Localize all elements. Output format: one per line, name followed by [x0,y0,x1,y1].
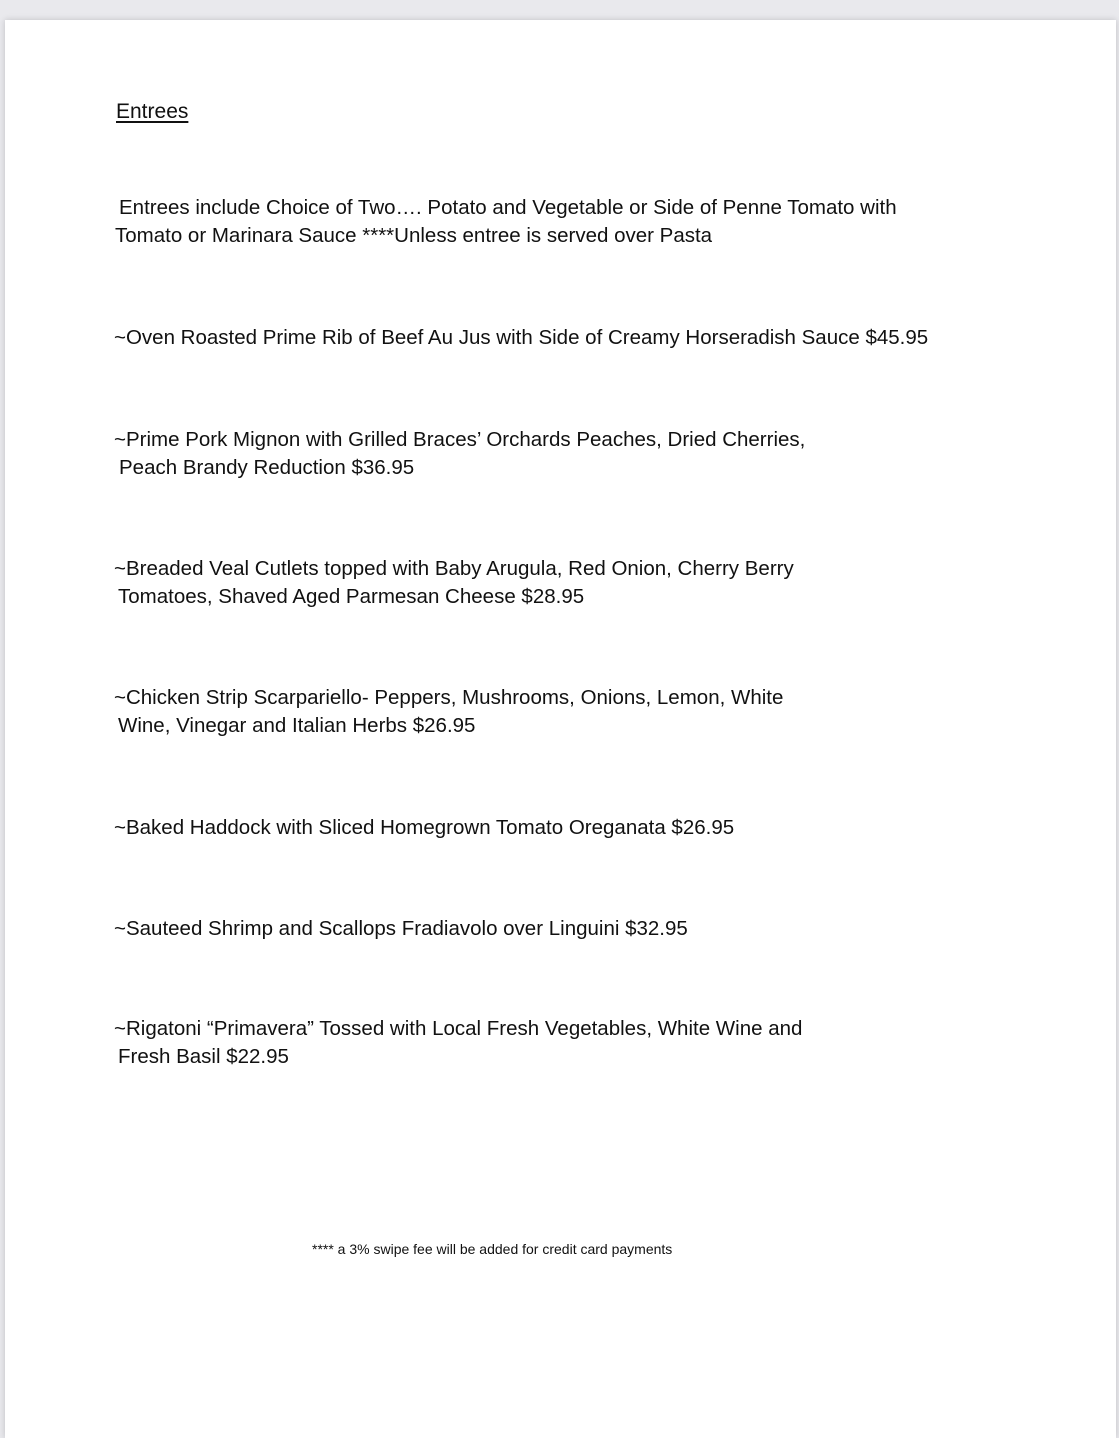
menu-item-veal-cutlets-line-1: ~Breaded Veal Cutlets topped with Baby Arugula, Red Onion, Cherry Berry [114,557,794,580]
swipe-fee-footnote: **** a 3% swipe fee will be added for credit card payments [312,1241,673,1257]
menu-item-chicken-scarpariello-line-1: ~Chicken Strip Scarpariello- Peppers, Mushrooms, Onions, Lemon, White [114,686,784,709]
menu-item-rigatoni-primavera-line-2: Fresh Basil $22.95 [118,1045,289,1068]
menu-item-pork-mignon-line-1: ~Prime Pork Mignon with Grilled Braces’ Orchards Peaches, Dried Cherries, [114,428,806,451]
menu-item-pork-mignon-line-2: Peach Brandy Reduction $36.95 [119,456,415,479]
menu-item-prime-rib: ~Oven Roasted Prime Rib of Beef Au Jus with Side of Creamy Horseradish Sauce $45.95 [114,326,929,349]
menu-item-chicken-scarpariello-line-2: Wine, Vinegar and Italian Herbs $26.95 [118,714,476,737]
intro-line-2: Tomato or Marinara Sauce ****Unless entree is served over Pasta [115,224,713,247]
menu-item-shrimp-scallops: ~Sauteed Shrimp and Scallops Fradiavolo over Linguini $32.95 [114,917,688,940]
page-title: Entrees [116,100,189,123]
menu-item-veal-cutlets-line-2: Tomatoes, Shaved Aged Parmesan Cheese $28.95 [118,585,585,608]
menu-page [5,20,1116,1438]
intro-line-1: Entrees include Choice of Two…. Potato and Vegetable or Side of Penne Tomato with [119,196,897,219]
menu-item-baked-haddock: ~Baked Haddock with Sliced Homegrown Tomato Oreganata $26.95 [114,816,735,839]
menu-item-rigatoni-primavera-line-1: ~Rigatoni “Primavera” Tossed with Local Fresh Vegetables, White Wine and [114,1017,803,1040]
